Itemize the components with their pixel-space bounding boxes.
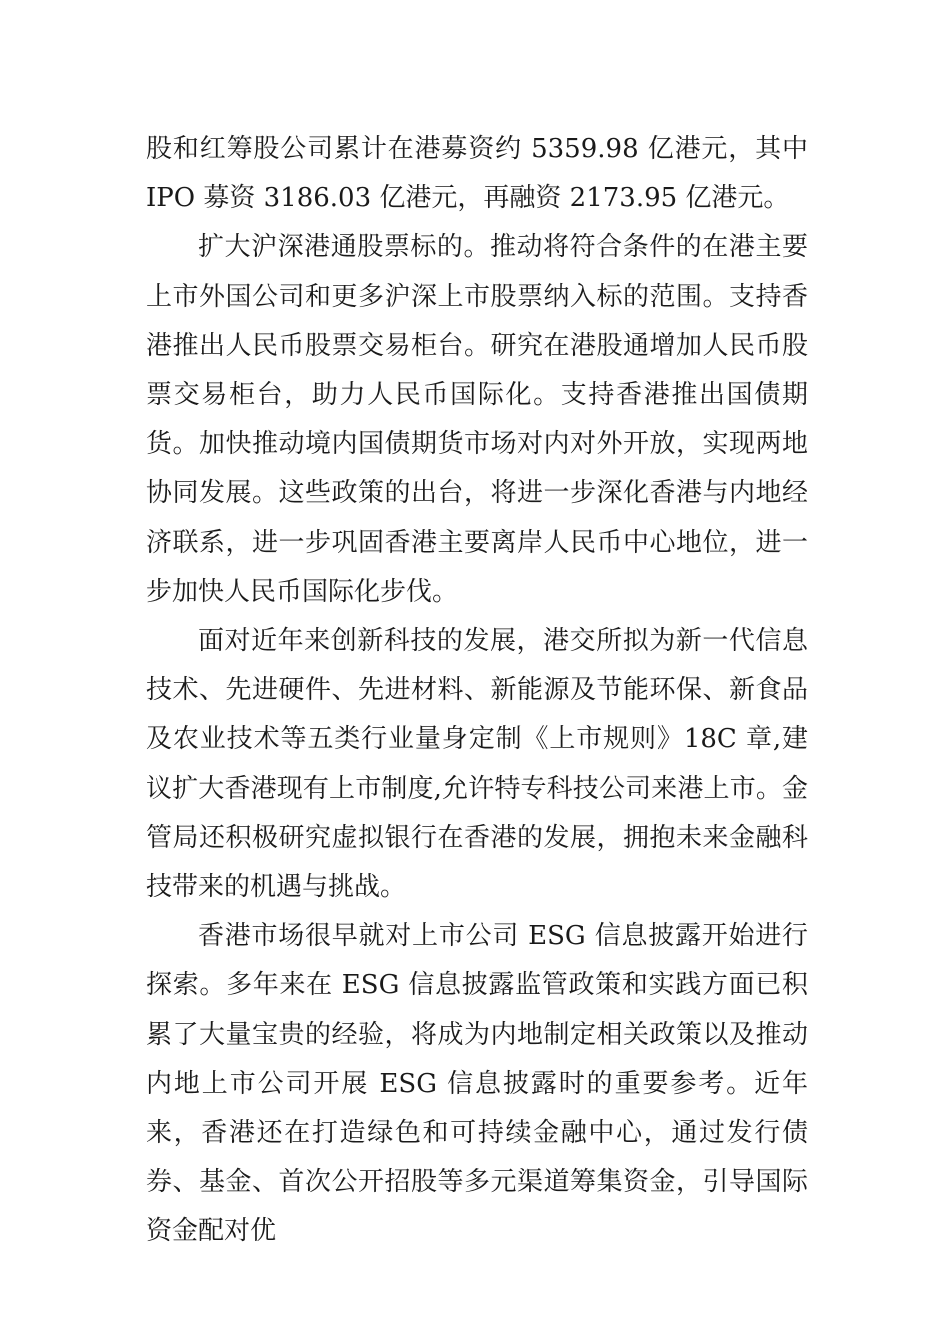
paragraph-esg: 香港市场很早就对上市公司 ESG 信息披露开始进行探索。多年来在 ESG 信息披露监管政策和实践方面已积累了大量宝贵的经验，将成为内地制定相关政策以及推动内地上市公司开展 ESG 信息披露时的重要参考。近年来，香港还在打造绿色和可持续金融中心，通过发行债券、基金、首次公开招股等多元渠道筹集资金，引导国际资金配对优 xyxy=(146,921,808,1247)
paragraph-continuation: 股和红筹股公司累计在港募资约 5359.98 亿港元，其中 IPO 募资 3186.03 亿港元，再融资 2173.95 亿港元。 xyxy=(146,134,808,214)
body-text xyxy=(146,125,808,1257)
paragraph-innovation-tech: 面对近年来创新科技的发展，港交所拟为新一代信息技术、先进硬件、先进材料、新能源及节能环保、新食品及农业技术等五类行业量身定制《上市规则》18C 章,建议扩大香港现有上市制度,允许特专科技公司来港上市。金管局还积极研究虚拟银行在香港的发展，拥抱未来金融科技带来的机遇与挑战。 xyxy=(146,626,808,903)
paragraph-stock-connect: 扩大沪深港通股票标的。推动将符合条件的在港主要上市外国公司和更多沪深上市股票纳入标的范围。支持香港推出人民币股票交易柜台。研究在港股通增加人民币股票交易柜台，助力人民币国际化。支持香港推出国债期货。加快推动境内国债期货市场对内对外开放，实现两地协同发展。这些政策的出台，将进一步深化香港与内地经济联系，进一步巩固香港主要离岸人民币中心地位，进一步加快人民币国际化步伐。 xyxy=(146,232,808,607)
